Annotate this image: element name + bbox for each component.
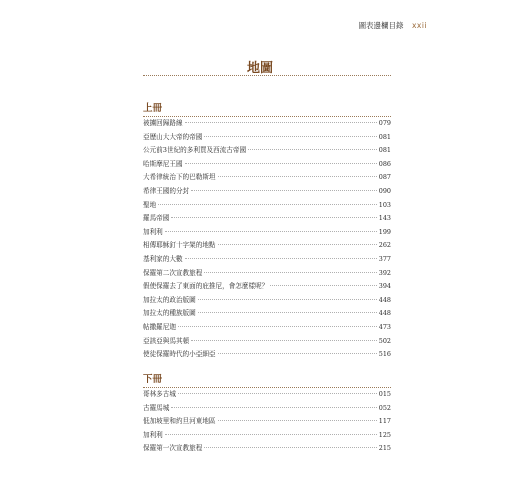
- dot-leader: [218, 353, 377, 354]
- running-head-page-number: xxii: [411, 21, 427, 30]
- dot-leader: [204, 447, 376, 448]
- section-heading: 下冊: [143, 374, 163, 385]
- toc-entry: [143, 415, 391, 429]
- dot-leader: [158, 204, 377, 205]
- toc-entry: [143, 171, 391, 185]
- dot-leader: [198, 312, 377, 313]
- toc-entry: [143, 335, 391, 349]
- entry-page-number: 215: [378, 444, 391, 453]
- dot-leader: [171, 407, 376, 408]
- entry-list: [143, 388, 391, 456]
- entry-label: 羅馬帝國: [143, 214, 170, 223]
- toc-entry: [143, 321, 391, 335]
- dot-leader: [218, 420, 377, 421]
- toc-entry: [143, 267, 391, 281]
- toc-entry: [143, 402, 391, 416]
- toc-entry: [143, 294, 391, 308]
- toc-entry: [143, 442, 391, 456]
- entry-label: 假使保羅去了東面的庇推尼，會怎麼樣呢？: [143, 282, 269, 291]
- running-head-title: 圖表邊欄目錄: [358, 21, 404, 30]
- toc-entry: [143, 307, 391, 321]
- entry-label: 聖地: [143, 200, 157, 209]
- entry-page-number: 448: [378, 295, 391, 304]
- entry-label: 基利家的大數: [143, 254, 183, 263]
- toc-entry: [143, 199, 391, 213]
- toc-entry: [143, 144, 391, 158]
- toc-entry: [143, 185, 391, 199]
- dot-leader: [191, 340, 377, 341]
- dot-leader: [198, 299, 377, 300]
- dot-leader: [165, 434, 377, 435]
- entry-page-number: 090: [378, 186, 391, 195]
- entry-page-number: 087: [378, 173, 391, 182]
- entry-label: 加拉太的政治版圖: [143, 295, 196, 304]
- toc-entry: [143, 226, 391, 240]
- dot-leader: [191, 190, 377, 191]
- entry-label: 哥林多古城: [143, 390, 176, 398]
- section-volume-1: [143, 102, 391, 362]
- entry-page-number: 103: [378, 200, 391, 209]
- entry-page-number: 052: [378, 403, 391, 412]
- dot-leader: [248, 149, 377, 150]
- toc-entry: [143, 239, 391, 253]
- toc-entry: [143, 429, 391, 443]
- entry-page-number: 143: [378, 214, 391, 223]
- entry-page-number: 125: [378, 430, 391, 439]
- entry-page-number: 199: [378, 227, 391, 236]
- entry-label: 加拉太的種族版圖: [143, 309, 196, 318]
- entry-page-number: 117: [378, 417, 391, 426]
- entry-page-number: 262: [378, 241, 391, 250]
- toc-entry: [143, 280, 391, 294]
- entry-label: 古羅馬城: [143, 403, 170, 412]
- entry-label: 大希律統治下的巴勒斯坦: [143, 173, 216, 182]
- dot-leader: [185, 258, 377, 259]
- toc-entry: [143, 388, 391, 402]
- toc-entry: [143, 117, 391, 131]
- entry-page-number: 502: [378, 336, 391, 345]
- dot-leader: [171, 217, 376, 218]
- dot-leader: [185, 163, 377, 164]
- toc-entry: [143, 131, 391, 145]
- entry-page-number: 015: [378, 390, 391, 398]
- entry-label: 亞歷山大大帝的帝國: [143, 132, 203, 141]
- entry-label: 低加坡里和約旦河東地區: [143, 417, 216, 426]
- dot-leader: [204, 272, 376, 273]
- entry-label: 保羅第二次宣教旅程: [143, 268, 203, 277]
- toc-entry: [143, 158, 391, 172]
- section-volume-2: [143, 373, 391, 456]
- section-heading: 上冊: [143, 103, 163, 114]
- entry-label: 希律王國的分封: [143, 186, 190, 195]
- entry-page-number: 516: [378, 350, 391, 359]
- entry-page-number: 394: [378, 282, 391, 291]
- toc-entry: [143, 253, 391, 267]
- page-title: 地圖: [246, 61, 273, 76]
- entry-label: 公元前3世紀的多利買及西流古帝國: [143, 146, 247, 155]
- entry-page-number: 081: [378, 132, 391, 141]
- entry-label: 加利利: [143, 430, 163, 439]
- entry-page-number: 392: [378, 268, 391, 277]
- entry-list: [143, 117, 391, 362]
- toc-entry: [143, 212, 391, 226]
- running-head: [359, 20, 427, 31]
- dot-leader: [204, 136, 376, 137]
- dot-leader: [165, 231, 377, 232]
- dot-leader: [270, 285, 377, 286]
- entry-label: 保羅第一次宣教旅程: [143, 444, 203, 453]
- entry-label: 帖撒羅尼迦: [143, 322, 176, 331]
- entry-page-number: 081: [378, 146, 391, 155]
- entry-label: 相傳耶穌釘十字架的地點: [143, 241, 216, 250]
- entry-page-number: 377: [378, 254, 391, 263]
- entry-page-number: 086: [378, 159, 391, 168]
- entry-label: 哈斯摩尼王國: [143, 159, 183, 168]
- toc-entry: [143, 348, 391, 362]
- dot-leader: [218, 176, 377, 177]
- entry-page-number: 079: [378, 119, 391, 127]
- entry-label: 使徒保羅時代的小亞細亞: [143, 350, 216, 359]
- entry-label: 被擄回歸路線: [143, 119, 183, 127]
- dot-leader: [185, 122, 377, 123]
- dot-leader: [178, 393, 377, 394]
- dot-leader: [218, 244, 377, 245]
- title-rule: [143, 75, 391, 76]
- entry-label: 亞該亞與馬其頓: [143, 336, 190, 345]
- entry-page-number: 448: [378, 309, 391, 318]
- entry-label: 加利利: [143, 227, 163, 236]
- dot-leader: [178, 326, 377, 327]
- entry-page-number: 473: [378, 322, 391, 331]
